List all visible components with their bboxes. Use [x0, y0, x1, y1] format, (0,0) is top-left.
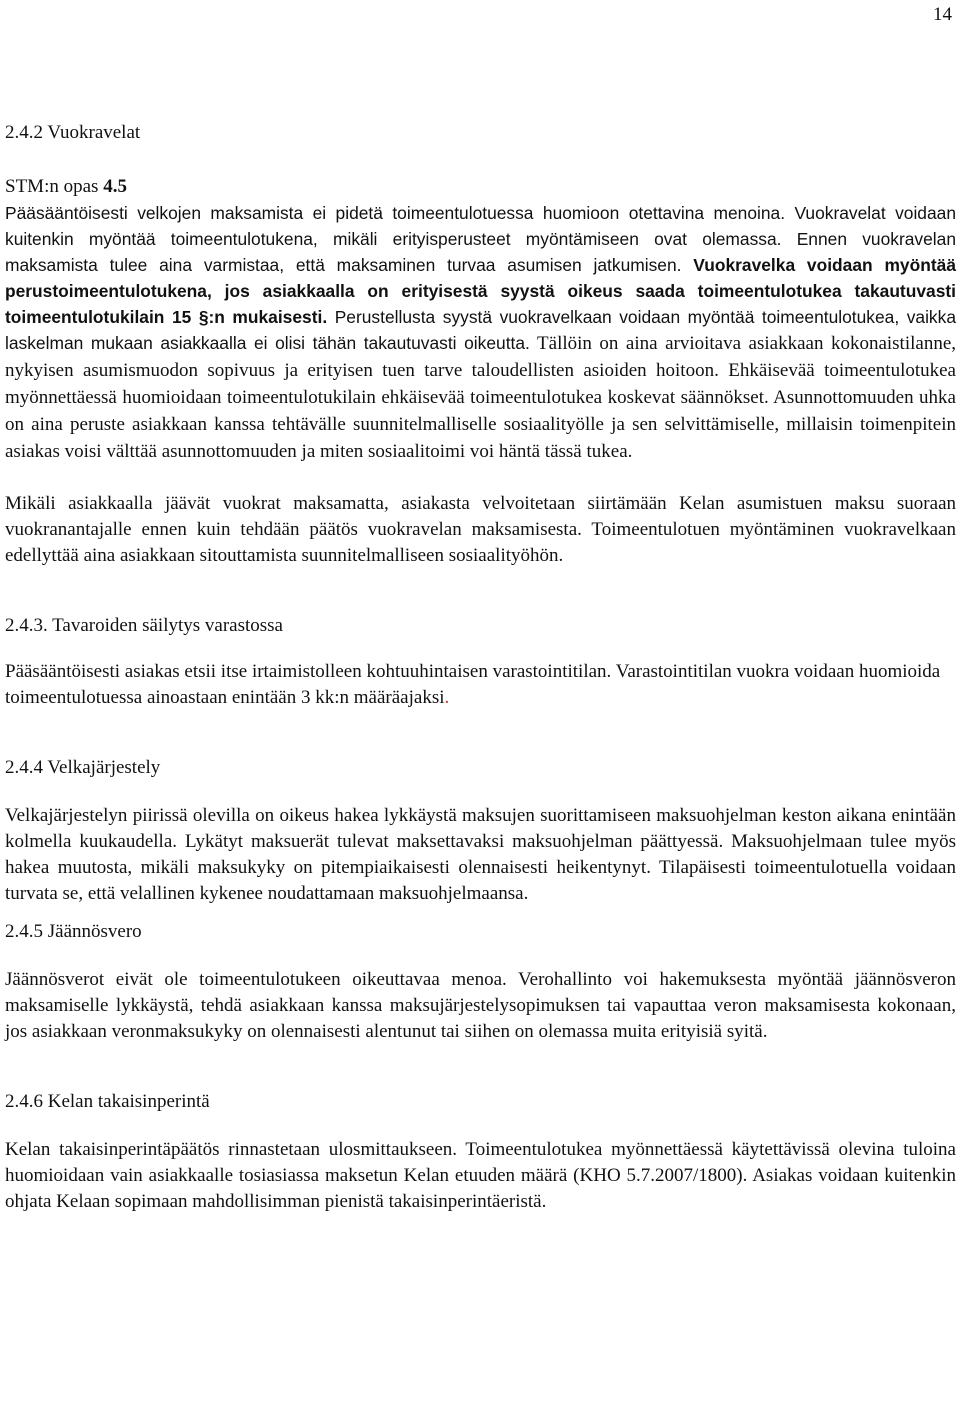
paragraph-jaannosvero: Jäännösverot eivät ole toimeentulotukeen oikeuttavaa menoa. Verohallinto voi hakemuksesta myöntää jäännösveron maksamiselle lykkäystä, tehdä asiakkaan kanssa maksujärjestelysopimuksen tai vapauttaa veron maksamisesta kokonaan, jos asiakkaan veronmaksukyky on olennaisesti alentunut tai siihen on olemassa muita erityisiä syitä. [5, 969, 956, 1042]
section-heading-tavaroiden-sailytys: 2.4.3. Tavaroiden säilytys varastossa [5, 615, 283, 636]
page-number: 14 [933, 4, 952, 25]
reference-line [5, 174, 956, 200]
reference-prefix: STM:n opas [5, 176, 104, 197]
section-heading-vuokravelat: 2.4.2 Vuokravelat [5, 122, 141, 143]
paragraph-bold-text: Vuokravelka voidaan myöntää perustoimeentulotukena, jos asiakkaalla on erityisestä syystä oikeus saada toimeentulotukea takautuvasti toimeentulotukilain 15 §:n mukaisesti. [5, 255, 956, 327]
paragraph-tavaroiden-sailytys [5, 659, 956, 711]
section-heading-jaannosvero: 2.4.5 Jäännösvero [5, 921, 142, 942]
section-heading-velkajarjestely: 2.4.4 Velkajärjestely [5, 757, 161, 778]
paragraph-text: Perustellusta syystä vuokravelkaan voidaan myöntää toimeentulotukea, vaikka laskelman mukaan asiakkaalla ei olisi tähän takautuvasti oikeutta. [5, 307, 956, 353]
document-body [5, 120, 956, 1215]
paragraph-velkajarjestely: Velkajärjestelyn piirissä olevilla on oikeus hakea lykkäystä maksujen suorittamiseen maksuohjelman keston aikana enintään kolmella kuukaudella. Lykätyt maksuerät tulevat maksettavaksi maksuohjelman päättyessä. Maksuohjelmaan tulee myös hakea muutosta, mikäli maksukyky on pitempiaikaisesti olennaisesti heikentynyt. Tilapäisesti toimeentulotuella voidaan turvata se, että velallinen kykenee noudattamaan maksuohjelmaansa. [5, 805, 956, 904]
section-heading-kelan-takaisinperinta: 2.4.6 Kelan takaisinperintä [5, 1091, 210, 1112]
paragraph-text: Pääsääntöisesti velkojen maksamista ei pidetä toimeentulotuessa huomioon otettavina menoina. Vuokravelat voidaan kuitenkin myöntää toimeentulotukena, mikäli erityisperusteet myöntämiseen ovat olemassa. Ennen vuokravelan maksamista tulee aina varmistaa, että maksaminen turvaa asumisen jatkumisen. [5, 203, 956, 275]
paragraph-text: Tällöin on aina arvioitava asiakkaan kokonaistilanne, nykyisen asumismuodon sopivuus ja erityisen tuen tarve taloudellisten asioiden hoitoon. Ehkäisevää toimeentulotukea myönnettäessä huomioidaan toimeentulotukilain ehkäisevää toimeentulotukea koskevat säännökset. Asunnottomuuden uhka on aina peruste asiakkaan kanssa tehtävälle suunnitelmalliselle sosiaalityölle ja sen selvittämiselle, millaisin toimenpitein asiakas voisi välttää asunnottomuuden ja miten sosiaalitoimi voi häntä tässä tukea. [5, 333, 957, 462]
paragraph-vuokravelat-2: Mikäli asiakkaalla jäävät vuokrat maksamatta, asiakasta velvoitetaan siirtämään Kelan asumistuen maksu suoraan vuokranantajalle ennen kuin tehdään päätös vuokravelan maksamisesta. Toimeentulotuen myöntäminen vuokravelkaan edellyttää aina asiakkaan sitouttamista suunnitelmalliseen sosiaalityöhön. [5, 493, 956, 566]
paragraph-kelan-takaisinperinta: Kelan takaisinperintäpäätös rinnastetaan ulosmittaukseen. Toimeentulotukea myönnettäessä käytettävissä olevina tuloina huomioidaan vain asiakkaalle tosiasiassa maksetun Kelan etuuden määrä (KHO 5.7.2007/1800). Asiakas voidaan kuitenkin ohjata Kelaan sopimaan mahdollisimman pienistä takaisinperintäeristä. [5, 1139, 956, 1212]
reference-number: 4.5 [103, 176, 127, 197]
paragraph-period: . [444, 687, 450, 708]
paragraph-vuokravelat-1 [5, 200, 956, 465]
paragraph-text: Pääsääntöisesti asiakas etsii itse irtaimistolleen kohtuuhintaisen varastointitilan. Varastointitilan vuokra voidaan huomioida toimeentulotuessa ainoastaan enintään 3 kk:n määräajaksi [5, 661, 941, 708]
